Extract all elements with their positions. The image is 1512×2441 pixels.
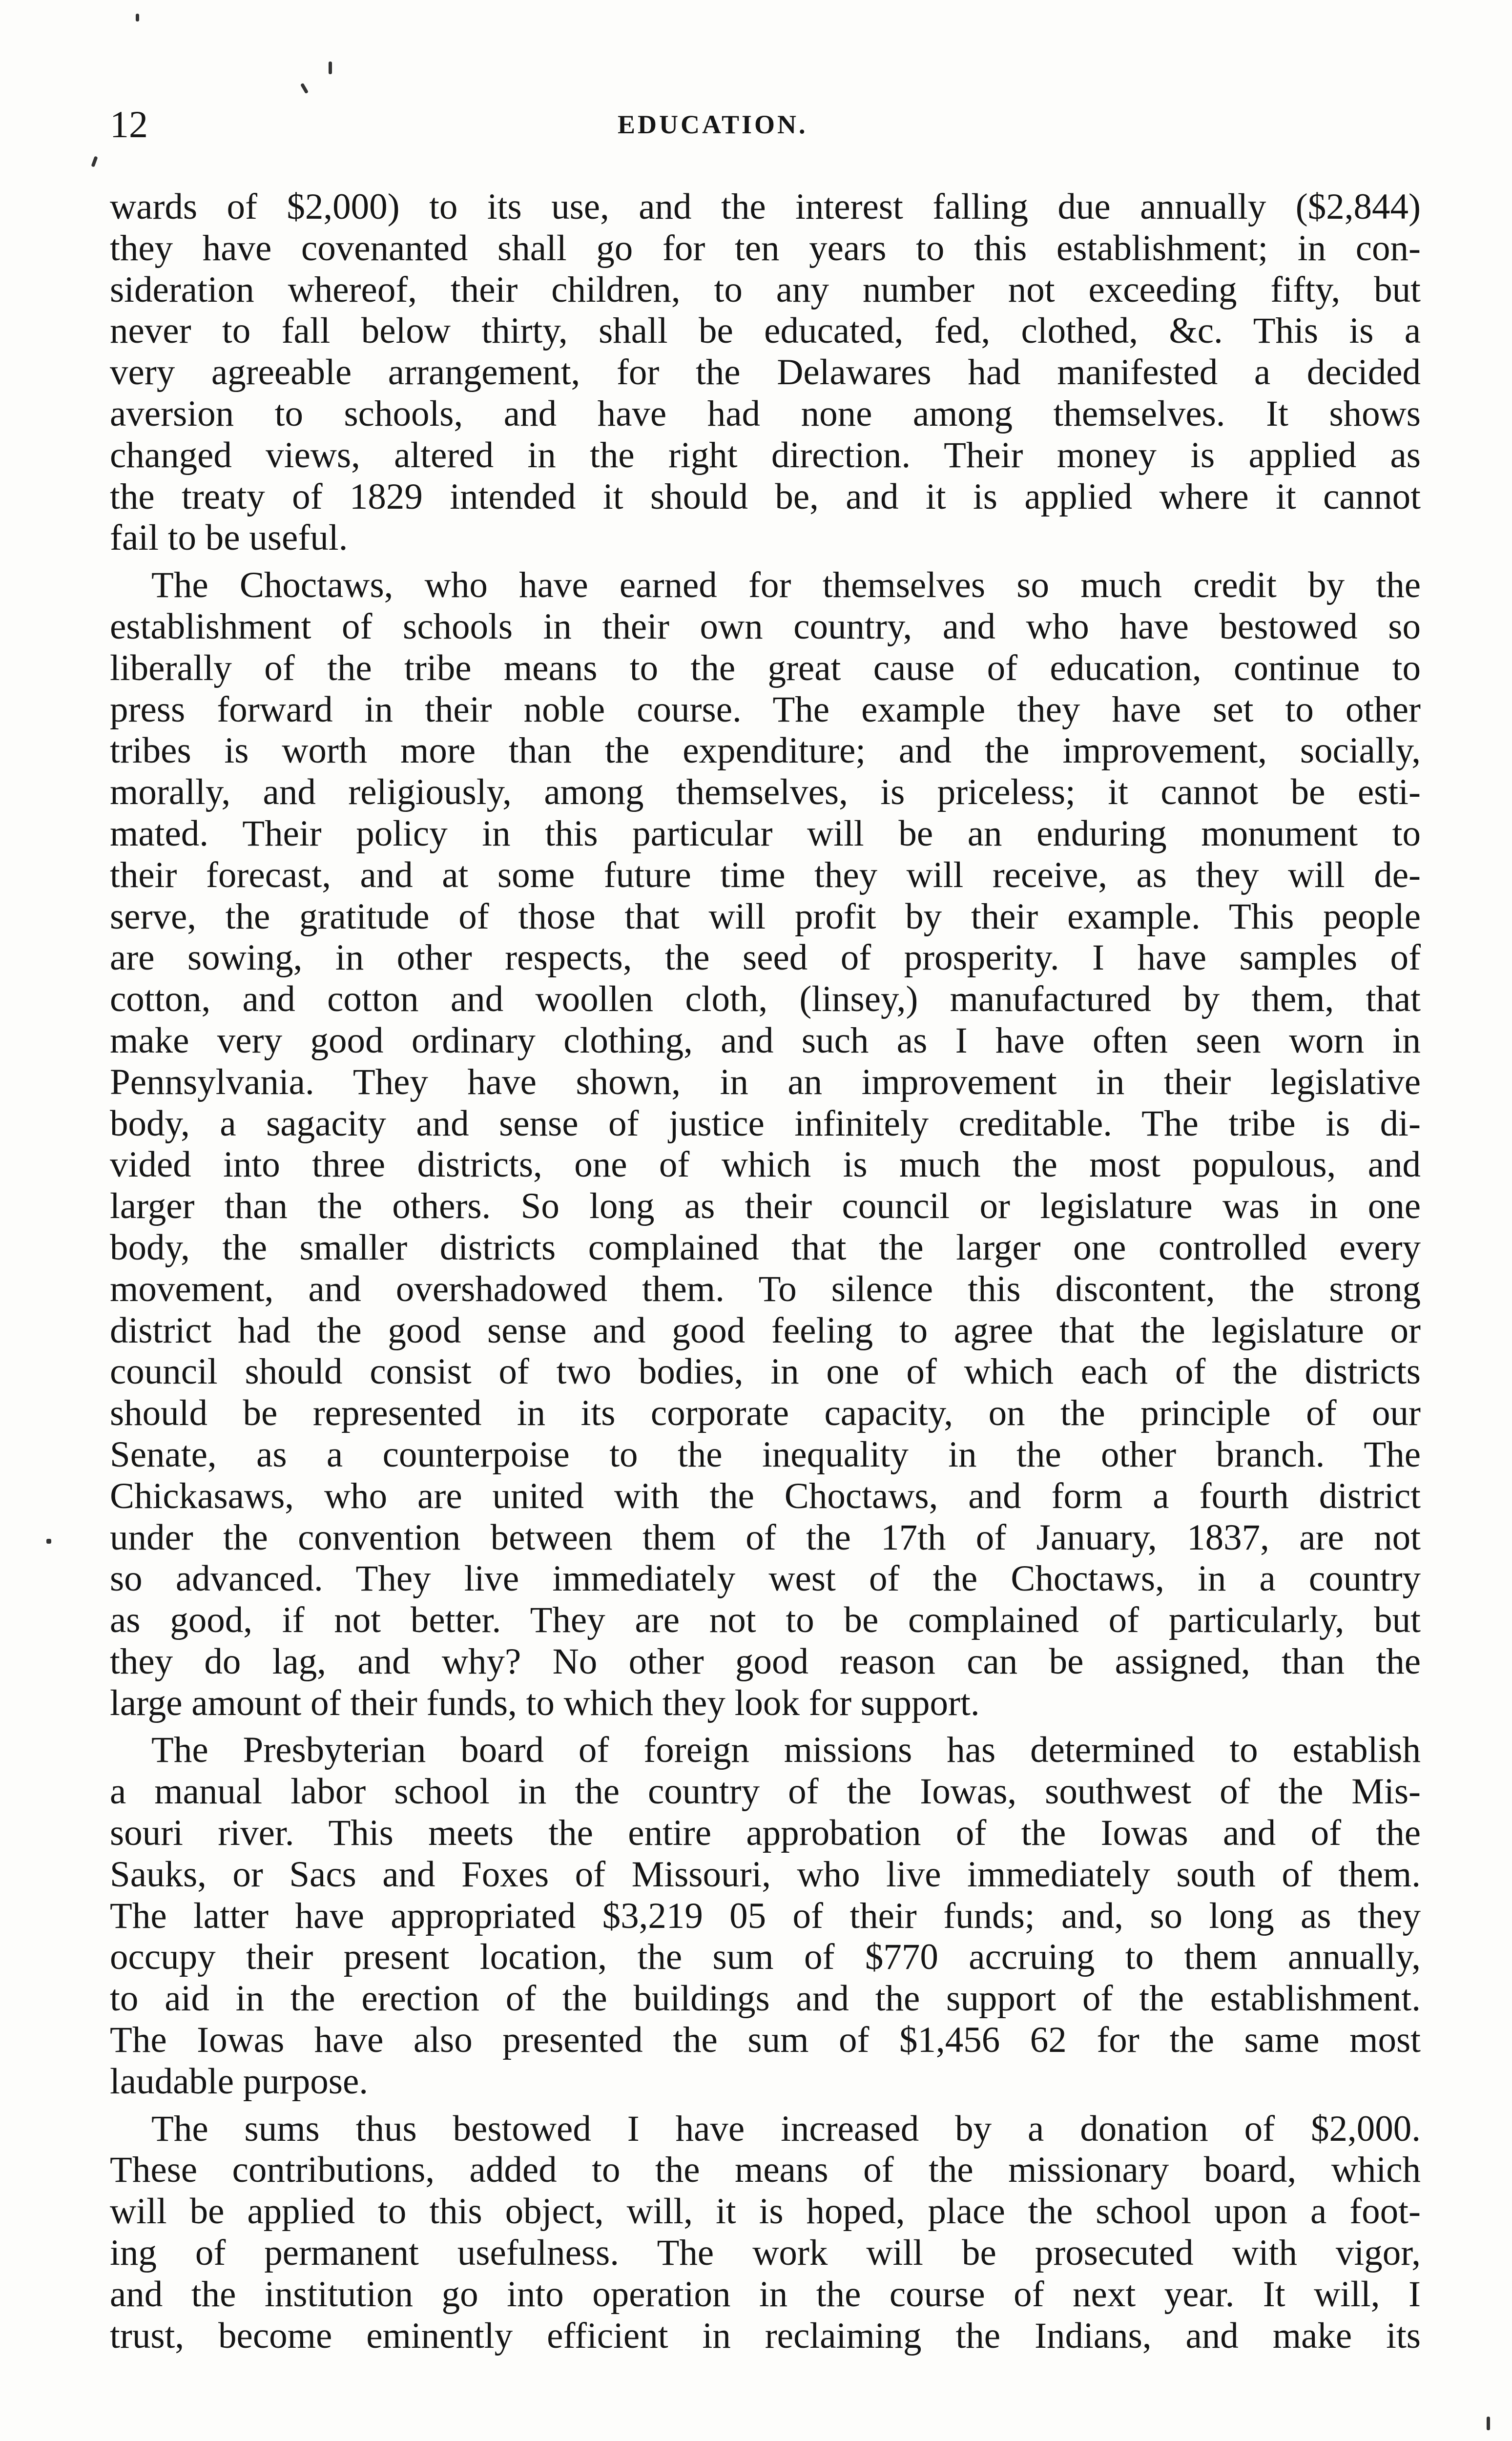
text-line: the treaty of 1829 intended it should be, and it is applied where it cannot [110,476,1421,517]
text-line: never to fall below thirty, shall be educated, fed, clothed, &c. This is a [110,310,1421,352]
text-line: These contributions, added to the means of the missionary board, which [110,2150,1421,2191]
page-number: 12 [110,103,148,145]
text-line: so advanced. They live immediately west of the Choctaws, in a country [110,1558,1421,1599]
text-line: body, a sagacity and sense of justice infinitely creditable. The tribe is di- [110,1103,1421,1144]
text-line: council should consist of two bodies, in one of which each of the districts [110,1351,1421,1392]
text-line: changed views, altered in the right direction. Their money is applied as [110,434,1421,476]
page-header [110,100,1418,149]
text-line: aversion to schools, and have had none among themselves. It shows [110,393,1421,434]
text-line: souri river. This meets the entire approbation of the Iowas and of the [110,1813,1421,1854]
text-line: to aid in the erection of the buildings and the support of the establishment. [110,1978,1421,2019]
text-line: very agreeable arrangement, for the Delawares had manifested a decided [110,352,1421,393]
text-line: cotton, and cotton and woollen cloth, (linsey,) manufactured by them, that [110,979,1421,1020]
text-line: movement, and overshadowed them. To silence this discontent, the strong [110,1268,1421,1309]
text-line: will be applied to this object, will, it is hoped, place the school upon a foot- [110,2191,1421,2232]
text-line: liberally of the tribe means to the great cause of education, continue to [110,647,1421,688]
text-line: larger than the others. So long as their council or legislature was in one [110,1186,1421,1227]
paragraph-2 [110,565,1421,1724]
text-line: make very good ordinary clothing, and such as I have often seen worn in [110,1020,1421,1061]
ink-speck [136,14,139,21]
text-line: vided into three districts, one of which is much the most populous, and [110,1144,1421,1185]
ink-speck [329,62,332,74]
text-line: body, the smaller districts complained that the larger one controlled every [110,1227,1421,1268]
text-line: laudable purpose. [110,2061,368,2102]
paragraph-gap [110,1724,1421,1730]
text-line: wards of $2,000) to its use, and the interest falling due annually ($2,844) [110,186,1421,227]
text-line: trust, become eminently efficient in reclaiming the Indians, and make its [110,2315,1421,2356]
text-line: The latter have appropriated $3,219 05 of their funds; and, so long as they [110,1895,1421,1936]
text-line: fail to be useful. [110,517,348,559]
text-line: are sowing, in other respects, the seed of prosperity. I have samples of [110,937,1421,978]
text-line: Senate, as a counterpoise to the inequality in the other branch. The [110,1434,1421,1475]
text-line: morally, and religiously, among themselves, is priceless; it cannot be esti- [110,772,1421,813]
text-line: large amount of their funds, to which they look for support. [110,1682,980,1723]
text-line: mated. Their policy in this particular will be an enduring monument to [110,813,1421,854]
text-line: occupy their present location, the sum of $770 accruing to them annually, [110,1937,1421,1978]
text-line: sideration whereof, their children, to any number not exceeding fifty, but [110,269,1421,310]
paragraph-gap [110,2103,1421,2109]
text-line: serve, the gratitude of those that will profit by their example. This people [110,896,1421,937]
text-line: they do lag, and why? No other good reason can be assigned, than the [110,1641,1421,1682]
text-line: under the convention between them of the 17th of January, 1837, are not [110,1517,1421,1558]
text-line: The Choctaws, who have earned for themselves so much credit by the [151,565,1421,606]
text-line: Chickasaws, who are united with the Choctaws, and form a fourth district [110,1475,1421,1516]
text-line: and the institution go into operation in the course of next year. It will, I [110,2274,1421,2315]
text-line: press forward in their noble course. The example they have set to other [110,689,1421,730]
text-line: The Presbyterian board of foreign missions has determined to establish [151,1730,1421,1771]
ink-speck [1487,2417,1490,2430]
paragraph-3 [110,1730,1421,2102]
paragraph-1 [110,186,1421,559]
text-line: a manual labor school in the country of the Iowas, southwest of the Mis- [110,1771,1421,1812]
text-line: district had the good sense and good feeling to agree that the legislature or [110,1310,1421,1351]
text-line: Pennsylvania. They have shown, in an improvement in their legislative [110,1061,1421,1102]
text-line: their forecast, and at some future time they will receive, as they will de- [110,854,1421,895]
text-line: ing of permanent usefulness. The work will be prosecuted with vigor, [110,2233,1421,2274]
text-line: as good, if not better. They are not to be complained of particularly, but [110,1600,1421,1641]
text-line: establishment of schools in their own country, and who have bestowed so [110,606,1421,647]
text-line: should be represented in its corporate capacity, on the principle of our [110,1393,1421,1434]
ink-speck [46,1539,51,1544]
body-text [110,186,1421,2357]
text-line: tribes is worth more than the expenditure; and the improvement, socially, [110,730,1421,771]
paragraph-gap [110,559,1421,565]
text-line: The sums thus bestowed I have increased by a donation of $2,000. [151,2108,1421,2149]
text-line: they have covenanted shall go for ten years to this establishment; in con- [110,228,1421,269]
ink-speck [91,156,98,167]
text-line: The Iowas have also presented the sum of $1,456 62 for the same most [110,2020,1421,2061]
running-head: EDUCATION. [618,110,808,139]
paragraph-4 [110,2109,1421,2357]
text-line: Sauks, or Sacs and Foxes of Missouri, who live immediately south of them. [110,1854,1421,1895]
ink-speck [300,83,309,94]
